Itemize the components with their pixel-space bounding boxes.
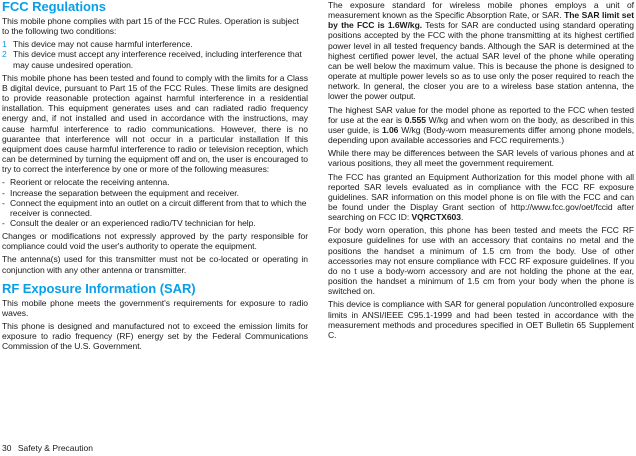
list-number: 1 [2, 39, 7, 50]
sar-values-text-a: The highest SAR value for the model phone as reported to the FCC when tested for use at the ear is [328, 104, 634, 125]
list-text: Connect the equipment into an outlet on a circuit different from that to which the receiver is connected. [10, 197, 307, 218]
dash-bullet-icon: - [2, 177, 5, 188]
fcc-measures-list [2, 177, 308, 228]
footer-section-title: Safety & Precaution [17, 443, 93, 453]
page-number: 30 [2, 443, 12, 453]
list-item [2, 49, 308, 69]
rf-exposure-heading: RF Exposure Information (SAR) [2, 280, 196, 296]
sar-body-worn-paragraph: For body worn operation, this phone has been tested and meets the FCC RF exposure guidelines for use with an accessory that contains no metal and the positions the handset a minimum of 1.5 cm from the body. Use of other accessories may not ensure compliance with FCC RF exposure guidelines. If you do no t use a body-worn accessory and are not holding the phone at the ear, position the handset a minimum of 1.5 cm from your body when the phone is switched on. [328, 225, 634, 297]
list-item [2, 218, 308, 228]
right-column [328, 0, 634, 343]
list-item [2, 39, 308, 49]
sar-authorization-text: The FCC has granted an Equipment Authorization for this model phone with all reported SAR levels evaluated as in compliance with the FCC RF exposure guidelines. SAR information on this model phone is on file with the FCC and can be found under the Display Grant section of http://www.fcc.gov/oet/fccid after searching on FCC ID: [328, 171, 634, 223]
list-text: Reorient or relocate the receiving antenna. [10, 177, 170, 188]
list-item [2, 188, 308, 198]
sar-values-paragraph [328, 105, 634, 146]
sar-intro-paragraph: This mobile phone meets the government's requirements for exposure to radio waves. [2, 297, 308, 318]
dash-bullet-icon: - [2, 217, 5, 228]
sar-differences-paragraph: While there may be differences between the SAR levels of various phones and at various positions, they all meet the government requirement. [328, 148, 634, 169]
fcc-conditions-list [2, 39, 308, 69]
sar-body-value: 1.06 [381, 124, 399, 135]
list-item [2, 177, 308, 187]
fcc-intro: This mobile phone complies with part 15 of the FCC Rules. Operation is subject to the following two conditions: [2, 16, 299, 37]
sar-authorization-paragraph [328, 172, 634, 223]
sar-ear-value: 0.555 [404, 114, 426, 125]
list-text: Consult the dealer or an experienced radio/TV technician for help. [10, 217, 256, 228]
page-footer [2, 443, 93, 453]
dash-bullet-icon: - [2, 197, 5, 208]
list-item [2, 198, 308, 218]
list-text: This device may not cause harmful interference. [13, 39, 193, 50]
sar-design-paragraph: This phone is designed and manufactured not to exceed the emission limits for exposure to radio frequency (RF) energy set by the Federal Communications Commission of the U.S. Government. [2, 321, 308, 352]
list-number: 2 [2, 49, 7, 60]
fcc-id-value: VQRCTX603 [411, 212, 461, 223]
fcc-antenna-paragraph: The antenna(s) used for this transmitter must not be co-located or operating in conjunction with any other antenna or transmitter. [2, 254, 308, 275]
list-text: Increase the separation between the equipment and receiver. [10, 187, 239, 198]
sar-standard-text: The exposure standard for wireless mobile phones employs a unit of measurement known as the Specific Absorption Rate, or SAR. [328, 0, 634, 21]
dash-bullet-icon: - [2, 187, 5, 198]
sar-limit-text: The SAR limit set by the FCC is 1.6W/kg. [328, 10, 635, 31]
sar-tests-text: Tests for SAR are conducted using standard operating positions accepted by the FCC with the phone transmitting at its highest certified power level in all tested frequency bands. Although the SAR is determined at the highest certified power level, the actual SAR level of the phone while operating can be well below the maximum value. This is because the phone is designed to operate at multiple power levels so as to use only the poser required to reach the network. In general, the closer you are to a wireless base station antenna, the lower the power output. [328, 20, 635, 102]
left-column [2, 0, 308, 355]
sar-authorization-end: . [460, 212, 464, 223]
sar-values-text-b: W/kg and when worn on the body, as described in this user guide, is [328, 114, 634, 135]
fcc-regulations-heading: FCC Regulations [2, 0, 106, 14]
fcc-body-paragraph: This mobile phone has been tested and found to comply with the limits for a Class B digital device, pursuant to Part 15 of the FCC Rules. These limits are designed to provide reasonable protection against harmful interference in a residential installation. This equipment generates uses and can radiated radio frequency energy and, if not installed and used in accordance with the instructions, may cause harmful interference to radio communications. However, there is no guarantee that interference will not occur in a particular installation If this equipment does cause harmful interference to radio or television reception, which can be determined by turning the equipment off and on, the user is encouraged to try to correct the interference by one or more of the following measures: [2, 72, 308, 175]
sar-standard-paragraph [328, 0, 634, 102]
sar-compliance-paragraph: This device is compliance with SAR for general population /uncontrolled exposure limits in ANSI/IEEE C95.1-1999 and had been tested in accordance with the measurement methods and procedures specified in OET Bulletin 65 Supplement C. [328, 299, 634, 340]
fcc-changes-paragraph: Changes or modifications not expressly approved by the party responsible for compliance could void the user's authority to operate the equipment. [2, 231, 308, 252]
sar-values-text-c: W/kg (Body-worn measurements differ among phone models, depending upon available accessories and FCC requirements.) [328, 124, 635, 146]
list-text: This device must accept any interference received, including interference that may cause undesired operation. [13, 49, 302, 70]
